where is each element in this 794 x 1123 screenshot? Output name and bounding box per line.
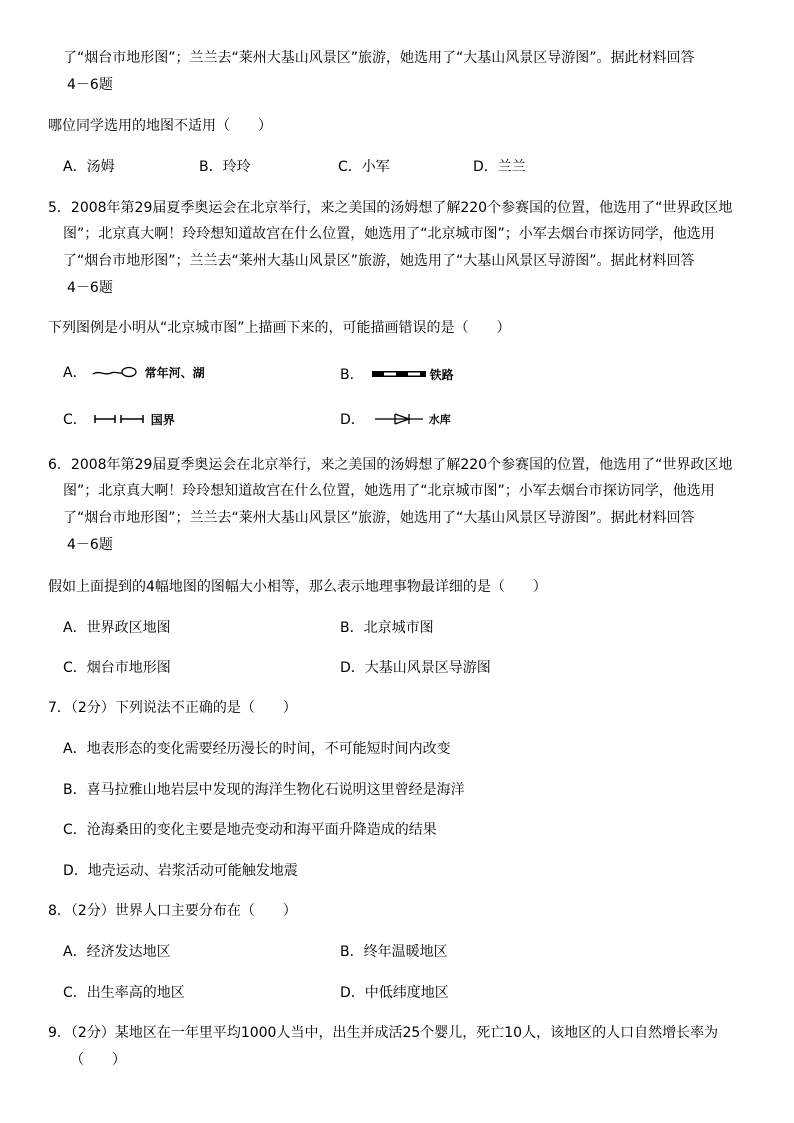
question-5-passage: 5．2008年第29届夏季奥运会在北京举行，来之美国的汤姆想了解220个参赛国的位置，他选用了“世界政区地	[48, 200, 733, 216]
question-8-stem: 8．（2分）世界人口主要分布在（ ）	[48, 903, 297, 919]
q5-option-c	[63, 409, 175, 429]
q7-option-d: D．地壳运动、岩浆活动可能触发地震	[63, 863, 298, 879]
question-6-passage: 6．2008年第29届夏季奥运会在北京举行，来之美国的汤姆想了解220个参赛国的位置，他选用了“世界政区地	[48, 457, 733, 473]
option-letter: D．	[340, 412, 365, 428]
option-letter: C．	[63, 412, 87, 428]
question-6-passage: 了“烟台市地形图”；兰兰去“莱州大基山风景区”旅游，她选用了“大基山风景区导游图”。据此材料回答	[63, 510, 695, 526]
question-6-passage: 图”；北京真大啊！玲玲想知道故宫在什么位置，她选用了“北京城市图”；小军去烟台市探访同学，他选用	[63, 483, 715, 499]
q4-option-a: A．汤姆	[63, 159, 115, 175]
q5-option-d	[340, 409, 451, 429]
q6-option-b: B．北京城市图	[340, 620, 434, 636]
q6-option-d: D．大基山风景区导游图	[340, 660, 491, 676]
q8-option-c: C．出生率高的地区	[63, 985, 185, 1001]
legend-label: 常年河、湖	[144, 365, 205, 380]
q6-option-a: A．世界政区地图	[63, 620, 171, 636]
question-5-passage: 图”；北京真大啊！玲玲想知道故宫在什么位置，她选用了“北京城市图”；小军去烟台市探访同学，他选用	[63, 226, 715, 242]
passage-line: 了“烟台市地形图”；兰兰去“莱州大基山风景区”旅游，她选用了“大基山风景区导游图”。据此材料回答	[63, 50, 695, 66]
railway-symbol-icon	[368, 367, 426, 381]
question-4-stem: 哪位同学选用的地图不适用（ ）	[48, 118, 272, 134]
question-6-stem: 假如上面提到的4幅地图的图幅大小相等，那么表示地理事物最详细的是（ ）	[48, 579, 547, 595]
reservoir-symbol-icon	[369, 412, 425, 426]
q7-option-b: B．喜马拉雅山地岩层中发现的海洋生物化石说明这里曾经是海洋	[63, 782, 465, 798]
question-6-passage: 4－6题	[67, 537, 113, 553]
q8-option-a: A．经济发达地区	[63, 944, 171, 960]
q7-option-c: C．沧海桑田的变化主要是地壳变动和海平面升降造成的结果	[63, 822, 437, 838]
river-lake-symbol-icon	[91, 364, 141, 380]
legend-label: 水库	[428, 413, 451, 426]
question-9-stem-cont: （ ）	[70, 1052, 126, 1068]
question-9-stem: 9．（2分）某地区在一年里平均1000人当中，出生并成活25个婴儿，死亡10人，该地区的人口自然增长率为	[48, 1025, 719, 1041]
option-letter: B．	[340, 367, 364, 383]
q6-option-c: C．烟台市地形图	[63, 660, 171, 676]
legend-label: 铁路	[429, 367, 454, 382]
border-symbol-icon	[91, 412, 147, 426]
passage-line: 4－6题	[67, 77, 113, 93]
q8-option-d: D．中低纬度地区	[340, 985, 449, 1001]
question-5-passage: 了“烟台市地形图”；兰兰去“莱州大基山风景区”旅游，她选用了“大基山风景区导游图”。据此材料回答	[63, 253, 695, 269]
q4-option-c: C．小军	[338, 159, 390, 175]
q7-option-a: A．地表形态的变化需要经历漫长的时间，不可能短时间内改变	[63, 741, 451, 757]
question-5-stem: 下列图例是小明从“北京城市图”上描画下来的，可能描画错误的是（ ）	[48, 320, 511, 336]
q8-option-b: B．终年温暖地区	[340, 944, 448, 960]
q4-option-b: B．玲玲	[199, 159, 251, 175]
option-letter: A．	[63, 365, 87, 381]
q4-option-d: D．兰兰	[473, 159, 526, 175]
question-7-stem: 7．（2分）下列说法不正确的是（ ）	[48, 700, 297, 716]
q5-option-a	[63, 362, 205, 382]
legend-label: 国界	[150, 412, 175, 427]
question-5-passage: 4－6题	[67, 280, 113, 296]
q5-option-b	[340, 364, 454, 384]
